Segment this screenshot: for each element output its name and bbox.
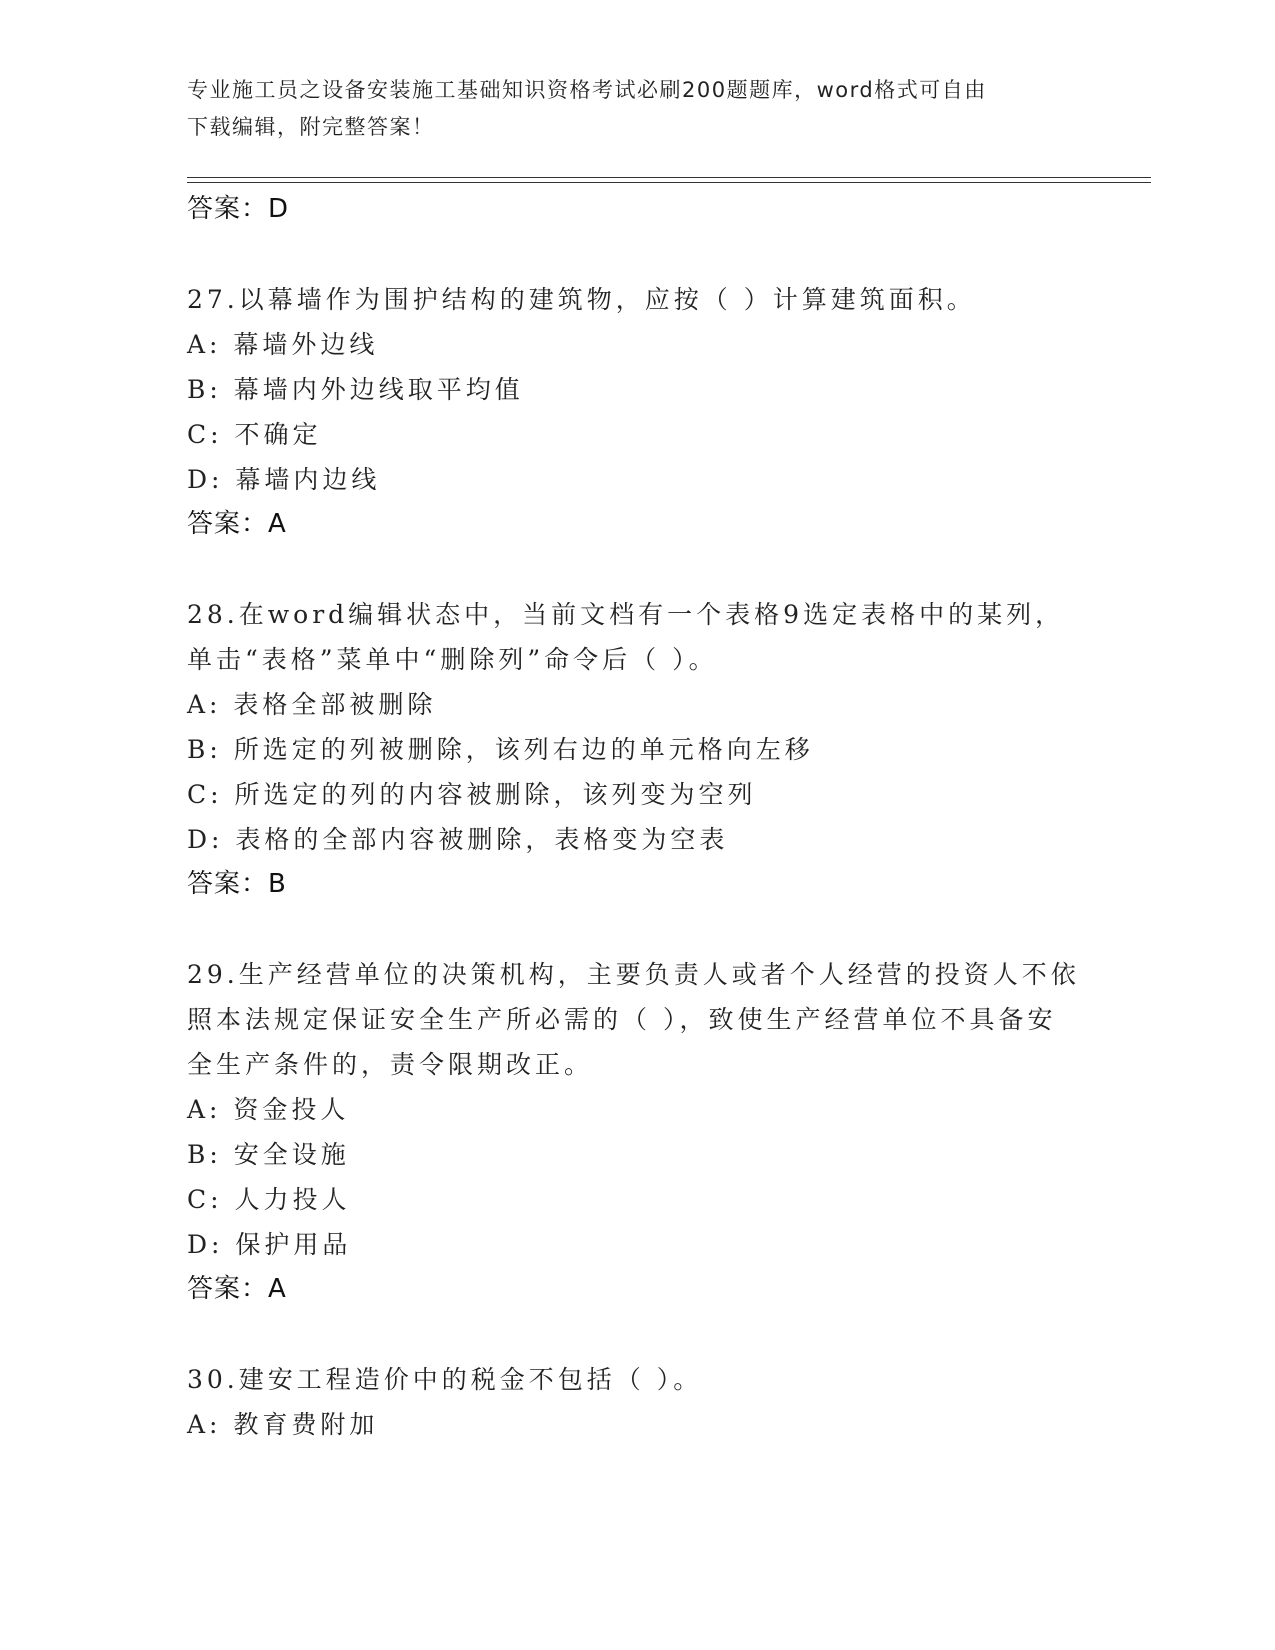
question-text-line-3: 全生产条件的，责令限期改正。 <box>187 1050 594 1079</box>
header-divider-top <box>187 177 1151 178</box>
question-block <box>187 592 1087 907</box>
option-c: C: 所选定的列的内容被删除，该列变为空列 <box>187 780 757 809</box>
option-d: D: 保护用品 <box>187 1230 352 1259</box>
header-title-line-1: 专业施工员之设备安装施工基础知识资格考试必刷200题题库，word格式可自由 <box>187 78 987 102</box>
spacer <box>187 547 1087 592</box>
option-d: D: 幕墙内边线 <box>187 465 381 494</box>
option-c: C: 不确定 <box>187 420 322 449</box>
option-b: B: 安全设施 <box>187 1140 350 1169</box>
spacer <box>187 1312 1087 1357</box>
question-block <box>187 277 1087 547</box>
question-text-line-2: 单击“表格”菜单中“删除列”命令后（ ）。 <box>187 645 718 674</box>
option-a: A: 教育费附加 <box>187 1410 379 1439</box>
answer-line: 答案：A <box>187 1274 287 1304</box>
question-text: 27.以幕墙作为围护结构的建筑物，应按（ ）计算建筑面积。 <box>187 285 976 314</box>
question-block <box>187 952 1087 1312</box>
option-b: B: 幕墙内外边线取平均值 <box>187 375 524 404</box>
answer-line: 答案：A <box>187 509 287 539</box>
spacer <box>187 907 1087 952</box>
option-d: D: 表格的全部内容被删除，表格变为空表 <box>187 825 729 854</box>
question-text-line-2: 照本法规定保证安全生产所必需的（ ），致使生产经营单位不具备安 <box>187 1005 1057 1034</box>
option-b: B: 所选定的列被删除，该列右边的单元格向左移 <box>187 735 814 764</box>
option-c: C: 人力投人 <box>187 1185 351 1214</box>
header-title-line-2: 下载编辑，附完整答案！ <box>187 115 435 139</box>
option-a: A: 资金投人 <box>187 1095 350 1124</box>
option-a: A: 表格全部被删除 <box>187 690 437 719</box>
question-text-line-1: 29.生产经营单位的决策机构，主要负责人或者个人经营的投资人不依 <box>187 960 1080 989</box>
question-block <box>187 1357 1087 1447</box>
question-text: 30.建安工程造价中的税金不包括（ ）。 <box>187 1365 703 1394</box>
answer-line: 答案：D <box>187 194 290 224</box>
answer-line: 答案：B <box>187 869 287 899</box>
question-text-line-1: 28.在word编辑状态中，当前文档有一个表格9选定表格中的某列， <box>187 600 1065 629</box>
spacer <box>187 232 1087 277</box>
header-divider-bottom <box>187 182 1151 183</box>
question-list <box>187 187 1087 1447</box>
option-a: A: 幕墙外边线 <box>187 330 379 359</box>
document-header <box>187 72 1087 146</box>
